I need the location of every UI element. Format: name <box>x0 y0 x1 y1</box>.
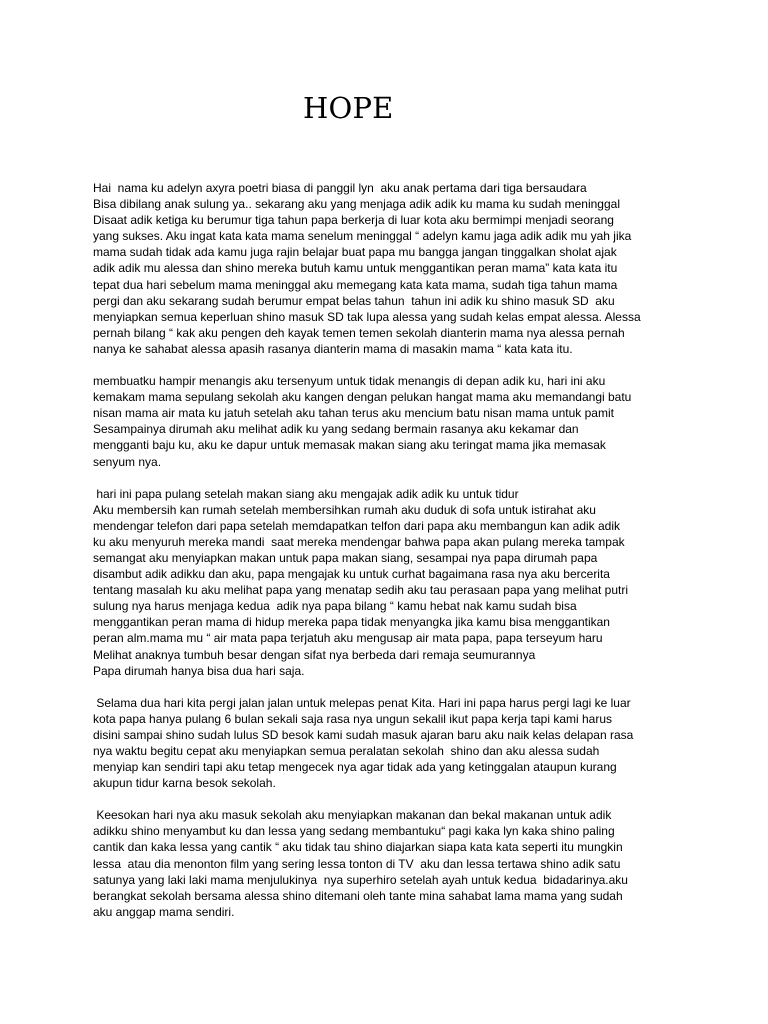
text-line: Selama dua hari kita pergi jalan jalan untuk melepas penat Kita. Hari ini papa harus pergi lagi ke luar <box>93 695 631 710</box>
text-line: pernah bilang “ kak aku pengen deh kayak temen temen sekolah dianterin mama nya alessa pernah <box>93 325 625 340</box>
text-line: sulung nya harus menjaga kedua adik nya papa bilang “ kamu hebat nak kamu sudah bisa <box>93 599 577 614</box>
text-line: Disaat adik ketiga ku berumur tiga tahun papa berkerja di luar kota aku bermimpi menjadi seorang <box>93 213 614 228</box>
text-line: lessa atau dia menonton film yang sering lessa tonton di TV aku dan lessa tertawa shino adik satu <box>93 856 621 871</box>
text-line: Papa dirumah hanya bisa dua hari saja. <box>93 663 305 678</box>
paragraph <box>93 807 693 920</box>
text-line: Hai nama ku adelyn axyra poetri biasa di panggil lyn aku anak pertama dari tiga bersaudara <box>93 181 587 195</box>
text-line: peran alm.mama mu “ air mata papa terjatuh aku mengusap air mata papa, papa terseyum haru <box>93 631 603 646</box>
text-line: Melihat anaknya tumbuh besar dengan sifat nya berbeda dari remaja seumurannya <box>93 647 536 662</box>
text-line: senyum nya. <box>93 454 162 469</box>
text-line: nisan mama air mata ku jatuh setelah aku tahan terus aku mencium batu nisan mama untuk pamit <box>93 406 614 421</box>
text-line: ku aku menyuruh mereka mandi saat mereka mendengar bahwa papa akan pulang mereka tampak <box>93 534 625 549</box>
text-line: tepat dua hari sebelum mama meninggal aku memegang kata kata mama, sudah tiga tahun mama <box>93 277 618 292</box>
text-line: mengganti baju ku, aku ke dapur untuk memasak makan siang aku teringat mama jika memasak <box>93 438 606 453</box>
text-line: yang sukses. Aku ingat kata kata mama senelum meninggal “ adelyn kamu jaga adik adik mu yah jika <box>93 229 632 244</box>
text-line: satunya yang laki laki mama menjulukinya nya superhiro setelah ayah untuk kedua bidadarinya.aku <box>93 872 628 887</box>
paragraph <box>93 180 693 357</box>
text-line: membuatku hampir menangis aku tersenyum untuk tidak menangis di depan adik ku, hari ini aku <box>93 374 606 389</box>
text-line: kemakam mama sepulang sekolah aku kangen dengan pelukan hangat mama aku memandangi batu <box>93 390 632 405</box>
text-line: mama sudah tidak ada kamu juga rajin belajar buat papa mu bangga jangan tinggalkan sholat ajak <box>93 245 617 260</box>
text-line: aku anggap mama sendiri. <box>93 904 235 919</box>
text-line: adik adik mu alessa dan shino mereka butuh kamu untuk menggantikan peran mama” kata kata itu <box>93 261 618 276</box>
text-line: disambut adik adikku dan aku, papa mengajak ku untuk curhat bagaimana rasa nya aku bercerita <box>93 567 610 582</box>
document-body <box>93 180 693 936</box>
text-line: Bisa dibilang anak sulung ya.. sekarang aku yang menjaga adik adik ku mama ku sudah meninggal <box>93 197 620 212</box>
text-line: tentang masalah ku aku melihat papa yang menatap sedih aku tau perasaan papa yang melihat putri <box>93 583 629 598</box>
text-line: cantik dan kaka lessa yang cantik “ aku tidak tau shino diajarkan siapa kata kata seperti itu mungkin <box>93 840 623 855</box>
text-line: menyiapkan semua keperluan shino masuk SD tak lupa alessa yang sudah kelas empat alessa. Alessa <box>93 309 641 324</box>
text-line: nya waktu begitu cepat aku menyiapkan semua peralatan sekolah shino dan aku alessa sudah <box>93 744 600 758</box>
text-line: menyiap kan sendiri tapi aku tetap mengecek nya agar tidak ada yang ketinggalan ataupun kurang <box>93 760 617 775</box>
paragraph <box>93 373 693 470</box>
text-line: hari ini papa pulang setelah makan siang aku mengajak adik adik ku untuk tidur <box>93 486 519 501</box>
text-line: semangat aku menyiapkan makan untuk papa makan siang, sesampai nya papa dirumah papa <box>93 550 598 565</box>
paragraph <box>93 695 693 792</box>
text-line: Aku membersih kan rumah setelah membersihkan rumah aku duduk di sofa untuk istirahat aku <box>93 502 596 517</box>
text-line: adikku shino menyambut ku dan lessa yang sedang membantuku“ pagi kaka lyn kaka shino paling <box>93 824 615 839</box>
paragraph <box>93 486 693 679</box>
text-line: Sesampainya dirumah aku melihat adik ku yang sedang bermain rasanya aku kekamar dan <box>93 422 579 437</box>
text-line: kota papa hanya pulang 6 bulan sekali saja rasa nya ungun sekalil ikut papa kerja tapi kami harus <box>93 711 612 726</box>
document-title: HOPE <box>303 91 394 125</box>
text-line: pergi dan aku sekarang sudah berumur empat belas tahun tahun ini adik ku shino masuk SD aku <box>93 293 615 308</box>
text-line: menggantikan peran mama di hidup mereka papa tidak menyangka jika kamu bisa menggantikan <box>93 615 610 630</box>
text-line: berangkat sekolah bersama alessa shino ditemani oleh tante mina sahabat lama mama yang sudah <box>93 888 623 903</box>
text-line: nanya ke sahabat alessa apasih rasanya dianterin mama di masakin mama “ kata kata itu. <box>93 341 573 356</box>
text-line: akupun tidur karna besok sekolah. <box>93 776 276 791</box>
text-line: mendengar telefon dari papa setelah memdapatkan telfon dari papa aku membangun kan adik adik <box>93 518 621 533</box>
text-line: disini sampai shino sudah lulus SD besok kami sudah masuk ajaran baru aku naik kelas delapan rasa <box>93 727 634 742</box>
text-line: Keesokan hari nya aku masuk sekolah aku menyiapkan makanan dan bekal makanan untuk adik <box>93 808 612 823</box>
